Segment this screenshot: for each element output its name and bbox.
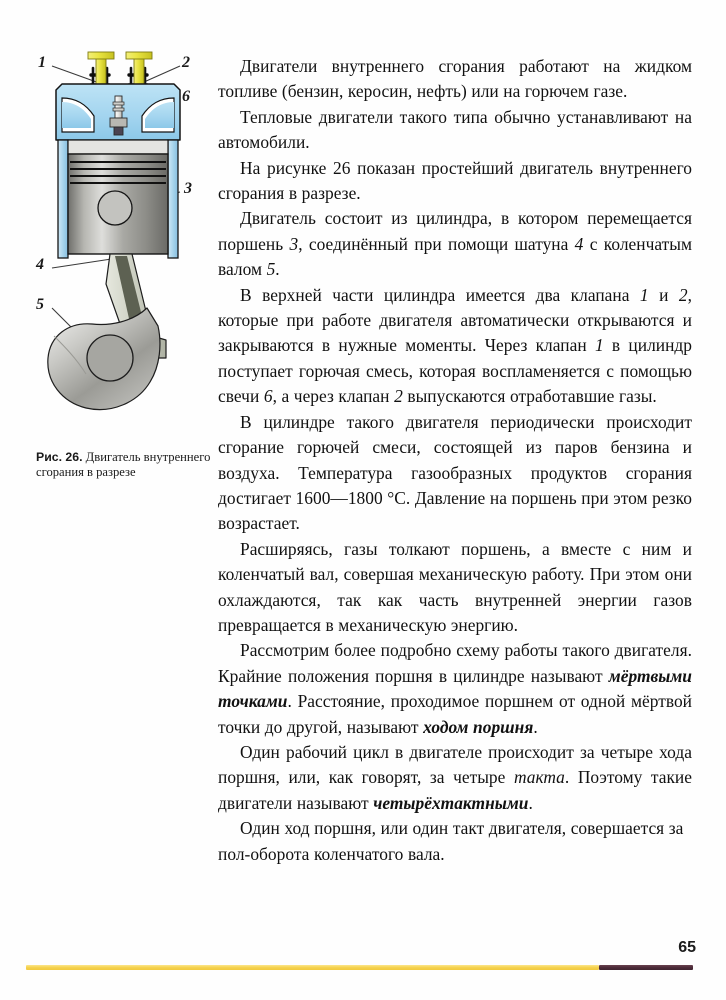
text-run: с коленчатым валом [218,233,692,280]
callout-1: 1 [38,54,47,71]
paragraph [218,105,692,156]
text-run: Расширяясь, газы толкают поршень, а вместе с ним и коленчатый вал, совершая механическую работу. При этом они охлаждаются, так как часть внутренней энергии газов превращается в механическую энергию. [218,538,692,635]
text-run: выпускаются отработавшие газы. [402,386,657,407]
figure-caption-prefix: Рис. 26. [36,450,83,464]
emphasis-run: 6 [263,386,273,407]
emphasis-run: мёртвыми точками [218,665,692,712]
emphasis-run: 2 [678,284,688,305]
paragraph [218,537,692,639]
paragraph [218,638,692,740]
combustion-chamber [68,140,168,154]
text-run: . [528,792,533,813]
text-run: Рассмотрим более подробно схему работы такого двигателя. Крайние положения поршня в цилиндре называют [218,640,692,686]
emphasis-run: четырёхтактными [373,792,529,813]
emphasis-run: 5 [266,259,276,280]
text-run: В цилиндре такого двигателя периодически происходит сгорание горючей смеси, состоящей из паров бензина и воздуха. Температура газообразных продуктов сгорания достигает 1600—1800 °C. Давление на поршень при этом резко возрастает. [218,411,692,534]
piston [68,154,168,254]
paragraph [218,206,692,282]
text-run: Один ход поршня, или один такт двигателя, совершается за пол-оборота коленчатого вала. [218,818,684,864]
text-run: и [648,284,679,305]
wrist-pin-bore [98,191,132,225]
page-number: 65 [678,939,696,956]
text-run: . [275,259,280,280]
crankshaft-counterweight [48,308,160,410]
text-run: , соединённый при помощи шатуна [298,233,575,254]
text-run: . [533,716,538,737]
paragraph [218,54,692,105]
emphasis-run: 3 [289,233,299,254]
text-run: Двигатель состоит из цилиндра, в котором перемещается поршень [218,208,692,254]
emphasis-run: 2 [394,386,403,407]
paragraph [218,156,692,207]
text-run: Двигатели внутреннего сгорания работают на жидком топливе (бензин, керосин, нефть) или на горючем газе. [218,56,692,102]
text-run: , которые при работе двигателя автоматически открываются и закрываются в нужные моменты. Через клапан [218,284,692,356]
emphasis-run: 4 [574,233,584,254]
emphasis-run: 1 [639,284,649,305]
body-text-column [218,54,692,867]
callout-2: 2 [182,54,191,71]
emphasis-run: такта [513,767,565,788]
paragraph [218,816,692,867]
text-run: , а через клапан [272,386,395,407]
callout-3: 3 [184,180,193,197]
figure-caption-text: Двигатель внутреннего сгорания в разрезе [36,450,211,480]
text-run: Тепловые двигатели такого типа обычно устанавливают на автомобили. [218,106,692,153]
text-run: в цилиндр поступает горючая смесь, которая воспламеняется с помощью свечи [218,335,692,407]
text-run: . Расстояние, проходимое поршнем от одной мёртвой точки до другой, называют [218,691,692,737]
paragraph [218,283,692,410]
text-run: . Поэтому такие двигатели называют [218,767,692,813]
footer-rule-dark [599,965,693,970]
figure-caption [36,450,216,481]
emphasis-run: ходом поршня [423,716,534,737]
text-run: В верхней части цилиндра имеется два клапана [240,284,640,305]
paragraph [218,410,692,537]
text-run: На рисунке 26 показан простейший двигатель внутреннего сгорания в разрезе. [218,157,692,204]
figure-engine-cross-section [14,40,214,480]
text-run: Один рабочий цикл в двигателе происходит за четыре хода поршня, или, как говорят, за четыре [218,741,692,788]
emphasis-run: 1 [594,335,604,356]
footer-rule-yellow [26,965,599,970]
crank-pin-bore [87,335,133,381]
callout-6: 6 [182,88,191,105]
callout-4: 4 [36,256,45,273]
callout-5: 5 [36,296,45,313]
footer-rule [26,965,693,970]
paragraph [218,740,692,816]
